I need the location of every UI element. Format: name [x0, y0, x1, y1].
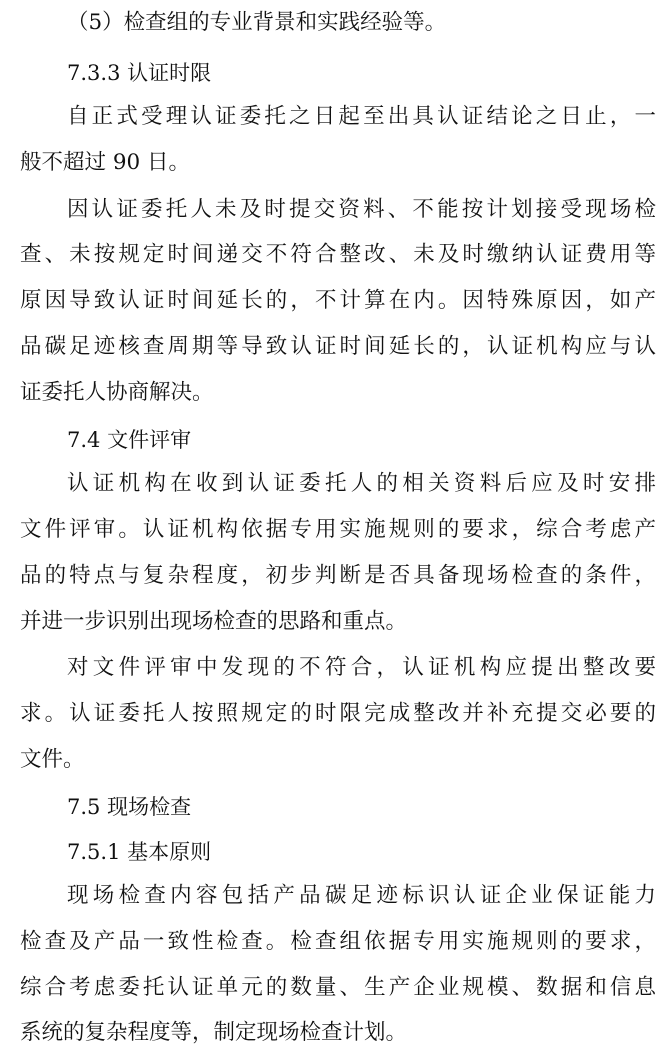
paragraph-line: 证委托人协商解决。: [20, 380, 214, 405]
list-item-5: （5）检查组的专业背景和实践经验等。: [67, 10, 447, 35]
paragraph-line: 品的特点与复杂程度，初步判断是否具备现场检查的条件，: [20, 563, 656, 588]
paragraph-line: 文件评审。认证机构依据专用实施规则的要求，综合考虑产: [20, 517, 656, 542]
heading-7-3-3: 7.3.3 认证时限: [67, 61, 212, 85]
paragraph-line: 系统的复杂程度等，制定现场检查计划。: [20, 1020, 408, 1045]
paragraph-line: 原因导致认证时间延长的，不计算在内。因特殊原因，如产: [20, 288, 656, 313]
paragraph-line: 综合考虑委托认证单元的数量、生产企业规模、数据和信息: [20, 975, 656, 1000]
paragraph-line: 对文件评审中发现的不符合，认证机构应提出整改要: [67, 655, 656, 680]
paragraph-line: 查、未按规定时间递交不符合整改、未及时缴纳认证费用等: [20, 242, 656, 267]
paragraph-line: 因认证委托人未及时提交资料、不能按计划接受现场检: [67, 197, 656, 222]
heading-7-5: 7.5 现场检查: [67, 795, 192, 819]
paragraph-line: 认证机构在收到认证委托人的相关资料后应及时安排: [67, 471, 656, 496]
paragraph-line: 般不超过 90 日。: [20, 150, 191, 175]
paragraph-line: 并进一步识别出现场检查的思路和重点。: [20, 609, 408, 634]
heading-7-5-1: 7.5.1 基本原则: [67, 840, 212, 864]
heading-7-4: 7.4 文件评审: [67, 428, 192, 452]
paragraph-line: 自正式受理认证委托之日起至出具认证结论之日止，一: [67, 104, 656, 129]
paragraph-line: 现场检查内容包括产品碳足迹标识认证企业保证能力: [67, 883, 656, 908]
paragraph-line: 检查及产品一致性检查。检查组依据专用实施规则的要求，: [20, 929, 656, 954]
paragraph-line: 文件。: [20, 747, 85, 772]
paragraph-line: 品碳足迹核查周期等导致认证时间延长的，认证机构应与认: [20, 334, 656, 359]
paragraph-line: 求。认证委托人按照规定的时限完成整改并补充提交必要的: [20, 701, 656, 726]
